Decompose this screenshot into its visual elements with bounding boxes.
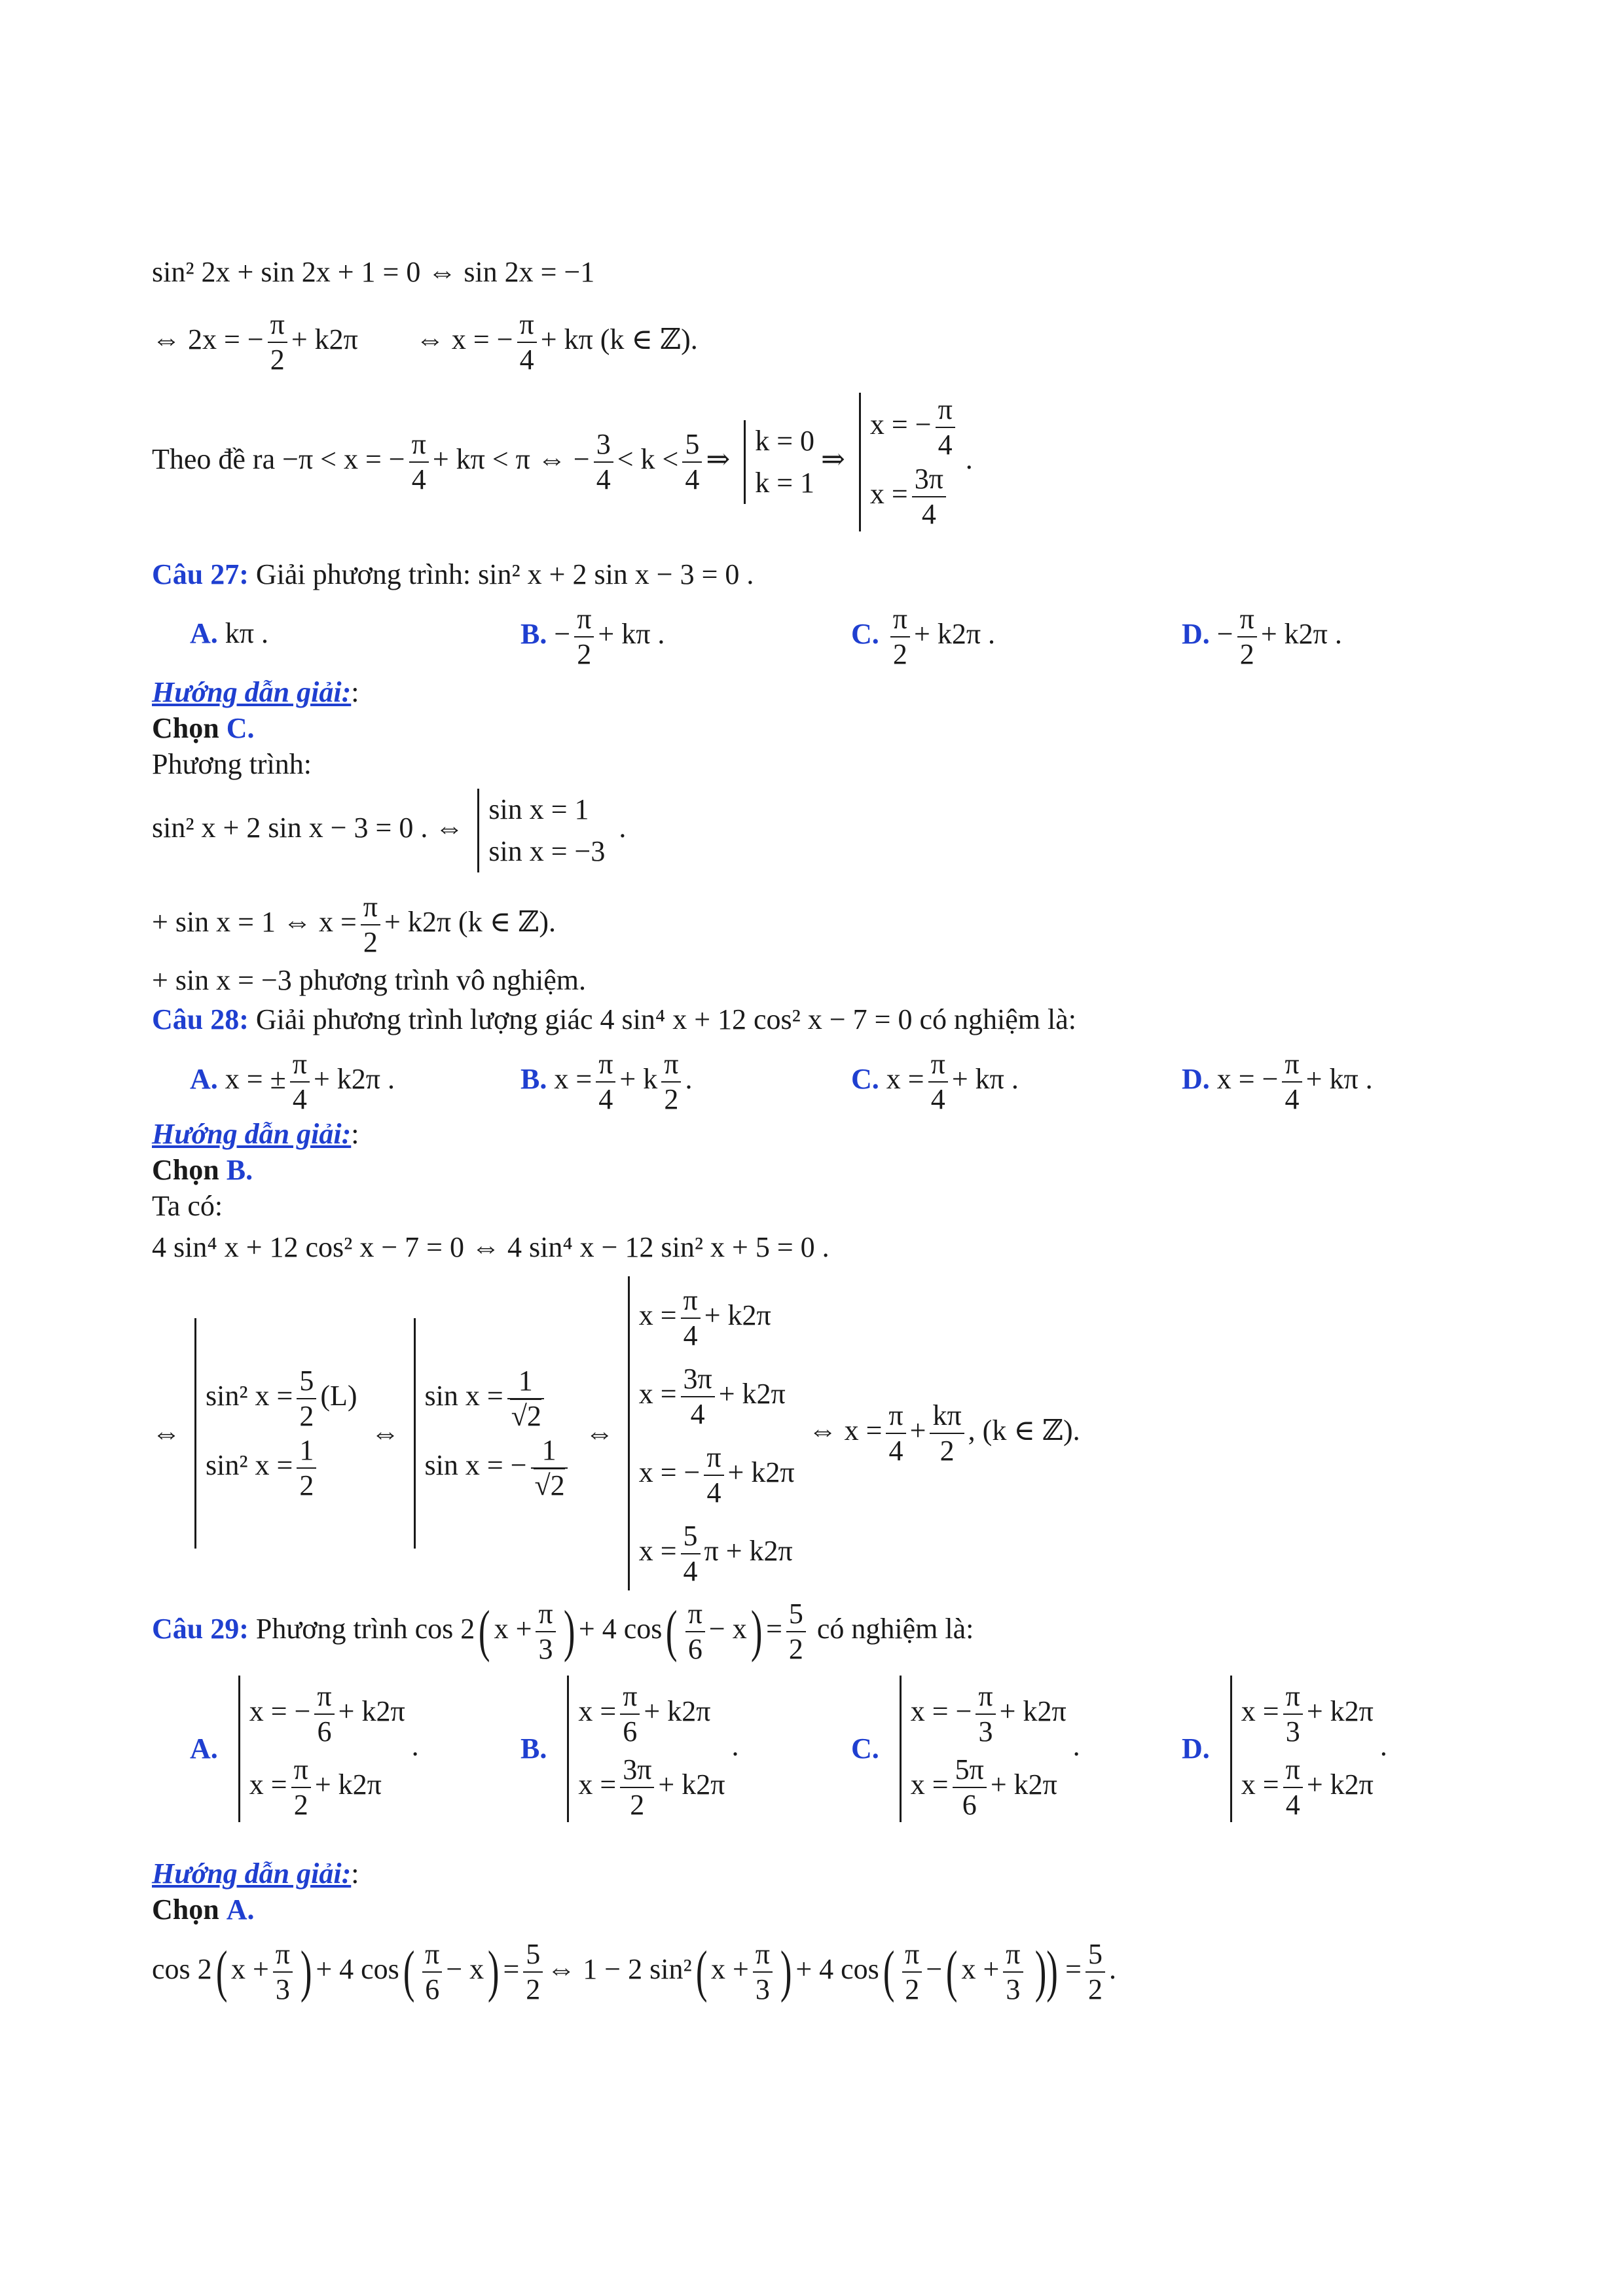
q27-sin-system: sin x = 1 sin x = −3 bbox=[477, 789, 605, 872]
q28-derivation: ⇔ sin² x = $\frac{5}{2}$ (L) sin² x = $\frac{1}{2}$ ⇔ sin x = $\frac{1}{√2}$ sin x = − $\frac{1}{√2}$ ⇔ x = $\frac{\pi}{4}$ + k2π x = $\frac{3\pi}{4}$ + k2π x = − $\frac{\pi}{4}$ + k2π x = $\frac{5}{4}$ π + k2π ⇔ x = $\frac{\pi}{4}$ + $\frac{k\pi}{2}$ , (k ∈ ℤ). bbox=[152, 1276, 1080, 1590]
q29-option-d[interactable]: D. x = $\frac{\pi}{3}$ + k2π x = $\frac{\pi}{4}$ + k2π . bbox=[1182, 1676, 1387, 1822]
q29-hint-heading: Hướng dẫn giải:: bbox=[152, 1857, 359, 1890]
q29-option-c[interactable]: C. x = − $\frac{\pi}{3}$ + k2π x = $\frac{5\pi}{6}$ + k2π . bbox=[851, 1676, 1080, 1822]
q27-hint-heading: Hướng dẫn giải:: bbox=[152, 676, 359, 708]
q28-answer: Chọn B. bbox=[152, 1154, 253, 1186]
q28-x-system: x = $\frac{\pi}{4}$ + k2π x = $\frac{3\pi}{4}$ + k2π x = − $\frac{\pi}{4}$ + k2π x = $\frac{5}{4}$ π + k2π bbox=[628, 1276, 795, 1590]
q27-equation: sin² x + 2 sin x − 3 = 0 . ⇔ sin x = 1 sin x = −3 . bbox=[152, 789, 626, 872]
q29-title: Câu 29: Phương trình cos 2( x + $\frac{\pi}{3}$ ) + 4 cos( $\frac{\pi}{6}$ − x) = $\frac{5}{2}$ có nghiệm là: bbox=[152, 1598, 974, 1665]
q28-sin-system: sin x = $\frac{1}{√2}$ sin x = − $\frac{1}{√2}$ bbox=[414, 1318, 572, 1549]
q27-option-c[interactable]: C. $\frac{\pi}{2}$ + k2π . bbox=[851, 603, 996, 670]
q28-hint-heading: Hướng dẫn giải:: bbox=[152, 1118, 359, 1150]
q27-option-a[interactable]: A. kπ . bbox=[190, 617, 268, 649]
q27-case-2: + sin x = −3 phương trình vô nghiệm. bbox=[152, 964, 586, 996]
k-values-system: k = 0 k = 1 bbox=[744, 420, 814, 504]
q28-title: Câu 28: Giải phương trình lượng giác 4 sin⁴ x + 12 cos² x − 7 = 0 có nghiệm là: bbox=[152, 1003, 1076, 1035]
q29-derivation: cos 2( x + $\frac{\pi}{3}$ ) + 4 cos( $\frac{\pi}{6}$ − x) = $\frac{5}{2}$ ⇔ 1 − 2 sin²( x + $\frac{\pi}{3}$ ) + 4 cos( $\frac{\pi}{2}$ −( x + $\frac{\pi}{3}$ )) = $\frac{5}{2}$ . bbox=[152, 1938, 1116, 2005]
x-values-system: x = − $\frac{\pi}{4}$ x = $\frac{3\pi}{4}$ bbox=[859, 393, 959, 531]
prev-line-3: Theo đề ra −π < x = − $\frac{\pi}{4}$ + kπ < π ⇔ − $\frac{3}{4}$ < k < $\frac{5}{4}$ ⇒ k = 0 k = 1 ⇒ x = − $\frac{\pi}{4}$ x = $\frac{3\pi}{4}$ . bbox=[152, 393, 973, 530]
prev-line-1: sin² 2x + sin 2x + 1 = 0 ⇔ sin 2x = −1 bbox=[152, 256, 595, 288]
q28-option-b[interactable]: B. x = $\frac{\pi}{4}$ + k $\frac{\pi}{2}$ . bbox=[520, 1048, 693, 1115]
q27-option-b[interactable]: B. − $\frac{\pi}{2}$ + kπ . bbox=[520, 603, 665, 670]
prev-line-2: ⇔ 2x = − $\frac{\pi}{2}$ + k2π ⇔ x = − $\frac{\pi}{4}$ + kπ (k ∈ ℤ). bbox=[152, 308, 698, 376]
q29-option-b[interactable]: B. x = $\frac{\pi}{6}$ + k2π x = $\frac{3\pi}{2}$ + k2π . bbox=[520, 1676, 739, 1822]
q29-option-a[interactable]: A. x = − $\frac{\pi}{6}$ + k2π x = $\frac{\pi}{2}$ + k2π . bbox=[190, 1676, 419, 1822]
q27-case-1: + sin x = 1 ⇔ x = $\frac{\pi}{2}$ + k2π (k ∈ ℤ). bbox=[152, 891, 556, 958]
q27-answer: Chọn C. bbox=[152, 712, 255, 744]
q28-option-c[interactable]: C. x = $\frac{\pi}{4}$ + kπ . bbox=[851, 1048, 1019, 1115]
q28-ta-co: Ta có: bbox=[152, 1190, 223, 1222]
q27-option-d[interactable]: D. − $\frac{\pi}{2}$ + k2π . bbox=[1182, 603, 1342, 670]
q27-title: Câu 27: Giải phương trình: sin² x + 2 sin x − 3 = 0 . bbox=[152, 558, 754, 590]
q28-option-a[interactable]: A. x = ± $\frac{\pi}{4}$ + k2π . bbox=[190, 1048, 395, 1115]
q27-pt-label: Phương trình: bbox=[152, 748, 312, 780]
q28-equation: 4 sin⁴ x + 12 cos² x − 7 = 0 ⇔ 4 sin⁴ x − 12 sin² x + 5 = 0 . bbox=[152, 1231, 830, 1263]
q29-answer: Chọn A. bbox=[152, 1893, 255, 1926]
q28-sin-squared-system: sin² x = $\frac{5}{2}$ (L) sin² x = $\frac{1}{2}$ bbox=[194, 1318, 357, 1549]
q28-option-d[interactable]: D. x = − $\frac{\pi}{4}$ + kπ . bbox=[1182, 1048, 1373, 1115]
